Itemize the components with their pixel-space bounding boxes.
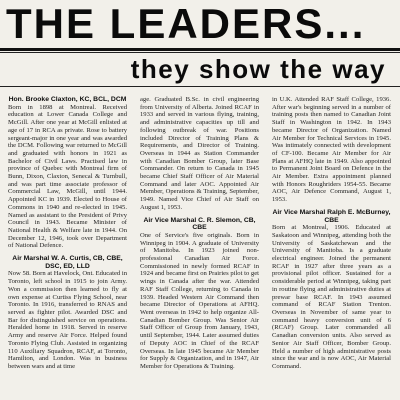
column-3 [272,96,391,400]
biography-name: Hon. Brooke Claxton, KC, BCL, DCM [8,96,127,103]
biography-name: Air Vice Marshal Ralph E. McBurney, CBE [272,208,391,224]
biography-text: Now 58. Born at Havelock, Ont. Educated in Toronto, left school in 1915 to join Army. Won a commission then learned to fly at own expense at Curtiss Flying School, near Toronto. In 1916, transferred to RNAS and served as fighter pilot. Awarded DSC and Bar for distinguished service on operations. Heralded home in 1918. Served in reserve Army and reserve Air Force. Helped found Toronto Flying Club. Assisted in organizing 110 Auxiliary Squadron, RCAF, at Toronto, Hamilton, and London. Was in business between wars and at time [8,270,127,370]
biography-text: Born in 1898 at Montreal. Received education at Lower Canada College and McGill. After one year at McGill enlisted at age of 17 in RCA as private. Rose to battery sergeant-major in one year and was awarded the DCM. Following war returned to McGill and graduated with honors in 1921 as Bachelor of Civil Laws. Practised law in province of Quebec with Montreal firm of Bunn, Dixon, Claxton, Senecal & Turnbull, and was part time associate professor of Commercial Law, McGill, until 1944. Appointed KC in 1939. Elected to House of Commons in 1940 and re-elected in 1945. Named as assistant to the President of Privy Council in 1943. Became Minister of National Health & Welfare late in 1944. On December 12, 1946, took over Department of National Defence. [8,103,127,250]
headline-rule [0,48,400,51]
headline-rule-thin [0,52,400,53]
subheadline: they show the way [130,54,386,84]
biography-text: in U.K. Attended RAF Staff College, 1936. After war's beginning served in a number of training posts then named to Canadian Joint Staff in Washington in 1942. In 1943 became Director of Organization. Named Air Member for Technical Services in 1945. Was intimately connected with development of CF-100. Became Air Member for Air Plans at AFHQ late in 1949. Also appointed to Permanent Joint Board on Defence in the Air Member. Extra appointment planned with Honors Roughriders 1954-55. Became AOC, Air Defence Command, August 1, 1953. [272,96,391,204]
biography-text: Born at Montreal, 1906. Educated at Saskatoon and Winnipeg, attending both the University of Saskatchewan and the University of Manitoba. Is a graduate electrical engineer. Joined the permanent RCAF in 1927 after three years as a provisional pilot officer. Sustained for a considerable period at Winnipeg, taking part in routine flying and administrative duties at prewar base RCAF. In 1943 assumed command of RCAF Station Trenton. Overseas in November of same year to command heavy conversion unit of 6 (RCAF) Group. Later commanded all Canadian conversion units. Also served as Senior Air Staff Officer, Bomber Group. Held a number of high administrative posts since the war and is now AOC, Air Material Command. [272,224,391,370]
biography-text: One of Service's five originals. Born in Winnipeg in 1904. A graduate of University of Manitoba. In 1923 joined non-professional Canadian Air Force. Commissioned in newly formed RCAF in 1924 and became first on Prairies pilot to get wings in Canada after the war. Attended RAF Staff College, returning to Canada in 1939. Headed Western Air Command then became Director of Operations at AFHQ. Went overseas in 1942 to help organize All-Canadian Bomber Group. Was Senior Air Staff Officer of Group from January, 1943, until September, 1944. Later assumed duties of Deputy AOC in Chief of the RCAF Overseas. In late 1945 became Air Member for Supply & Organization, and in 1947, Air Member for Operations & Training. [140,231,259,370]
column-1 [8,96,127,400]
column-2 [140,96,259,400]
subheadline-rule [0,86,400,87]
biography-name: Air Vice Marshal C. R. Slemon, CB, CBE [143,216,256,232]
biography-name: Air Marshal W. A. Curtis, CB, CBE, DSC, ED, LLD [12,255,123,270]
headline: THE LEADERS... [6,0,366,47]
biography-text: age. Graduated B.Sc. in civil engineering from University of Alberta. Joined RCAF in 1933 and served in various flying, training, and administrative capacities up till and following outbreak of war. Positions included Director of Training Plans & Requirements, and Director of Training. Overseas in 1944 as Station Commander with Canadian Bomber Group, later Base Commander. On return to Canada in 1945 became Chief Staff Officer of Air Material Command and later AOC. Appointed Air Member, Operations & Training, September, 1949. Named Vice Chief of Air Staff on August 1, 1953. [140,96,259,211]
